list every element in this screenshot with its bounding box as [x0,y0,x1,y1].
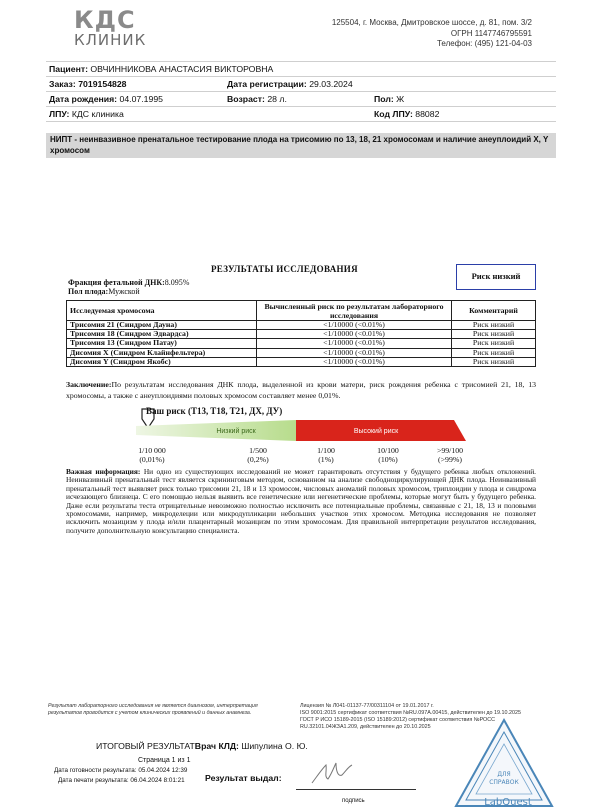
clinic-logo [74,6,147,49]
high-risk-label: Высокий риск [353,428,399,435]
print-date-value: 06.04.2024 8:01:21 [130,777,185,784]
fetus-sex-label: Пол плода: [68,287,109,296]
clinic-address: 125504, г. Москва, Дмитровское шоссе, д. 81, пом. 3/2 [331,18,532,27]
row-risk: <1/10000 (<0.01%) [257,330,452,339]
important-text: Ни одно из существующих исследований не может гарантировать отсутствия у будущего ребенка любых отклонений. Неинвазивный пренатальный тест является скрининговым методом, основанном на анализе свободноциркулирующей ДНК плода. Неинвазивный пренатальный тест выявляет риск только трисомии 21, 18 и 13 хромосом, числовых аномалий половых хромосом, триплоидии у плода и синдрома исчезающего близнеца. С его помощью нельзя выявить все генетические или негенетические проблемы, которые могут быть у будущего ребенка. Даже если результаты теста отрицательные невозможно полностью исключить все потенциальные проблемы, связанные с 21, 18, 13 и половыми хромосомами, например, микроделеции или микродупликации небольших участков этих хромосом. Методика исследования не позволяет исключить мозаицизм у плода и/или плацентарный мозаицизм по этим хромосомам. Для правильной интерпретации результатов исследования, получите дополнительную консультацию специалиста. [66,467,536,535]
birth-row [46,92,556,107]
order-cell [46,77,224,92]
age-label: Возраст: [227,94,265,104]
chromosome-results-table [66,300,536,367]
fetus-sex-value: Мужской [108,287,140,296]
signature-line [296,789,416,790]
signature-caption: подпись [342,798,365,804]
lpu-code-label: Код ЛПУ: [374,109,413,119]
stamp-text-1: ДЛЯ [497,771,511,778]
important-info-paragraph [66,468,536,535]
tick-ratio: >99/100 [436,446,464,455]
ready-date-label: Дата готовности результата: [54,767,137,774]
results-title: РЕЗУЛЬТАТЫ ИССЛЕДОВАНИЯ [211,264,358,274]
low-risk-label: Низкий риск [216,428,256,435]
tick-percent: (1%) [318,455,334,464]
tick-percent: (0,2%) [247,455,269,464]
row-name: Дисомия X (Синдром Клайнфельтера) [67,348,257,357]
row-comment: Риск низкий [452,357,536,366]
important-label: Важная информация: [66,467,141,476]
license-line: Лицензия № Л041-01137-77/00311104 от 19.01.2017 г. [300,703,434,709]
order-row [46,77,556,92]
clinic-address-block [332,18,532,50]
row-name: Трисомия 21 (Синдром Дауна) [67,321,257,330]
footer-disclaimer: Результат лабораторного исследования не является диагнозом, интерпретация результатов проводится с учетом клинических проявлений и данных анамнеза. [48,703,258,716]
row-risk: <1/10000 (<0.01%) [257,339,452,348]
row-name: Дисомия Y (Синдром Якобс) [67,357,257,366]
doctor-name: Шипулина О. Ю. [241,741,308,751]
doctor-label: Врач КЛД: [194,741,239,751]
lpu-code-cell [371,107,556,122]
row-risk: <1/10000 (<0.01%) [257,348,452,357]
fetal-fraction [68,278,189,287]
table-row [67,339,536,348]
row-name: Трисомия 13 (Синдром Патау) [67,339,257,348]
lpu-code-value: 88082 [415,109,440,119]
conclusion-label: Заключение: [66,380,112,389]
tick-ratio: 1/10 000 [138,446,166,455]
age-value: 28 л. [267,94,287,104]
table-row [67,357,536,366]
license-line: RU.32101.04ЖЗА1.209, действителен до 20.10.2025 [300,724,431,730]
tick-ratio: 10/100 [377,446,399,455]
patient-cell [46,62,556,77]
tick-percent: (0,01%) [139,455,165,464]
lab-stamp-icon [452,716,556,811]
license-line: ГОСТ Р ИСО 15189-2015 (ISO 15189:2012) сертификат соответствия №РОСС [300,717,496,723]
risk-scale-label: Ваш риск (T13, T18, T21, ДХ, ДУ) [146,406,283,416]
final-result-line [96,741,308,751]
fetal-fraction-value: 8.095% [164,278,190,287]
registration-cell [224,77,556,92]
table-header-row [67,301,536,321]
birth-date: 04.07.1995 [119,94,163,104]
logo-top-text: КДС [74,6,136,34]
registration-label: Дата регистрации: [227,79,307,89]
lpu-value: КДС клиника [71,109,124,119]
tick-percent: (10%) [378,455,398,464]
scale-tick [247,446,268,464]
stamp-brand: LabQuest [484,797,532,808]
patient-label: Пациент: [49,64,88,74]
patient-row [46,62,556,77]
row-comment: Риск низкий [452,330,536,339]
lpu-row [46,107,556,122]
clinic-phone: Телефон: (495) 121-04-03 [436,39,532,48]
final-result-label: ИТОГОВЫЙ РЕЗУЛЬТАТ [96,741,195,751]
row-risk: <1/10000 (<0.01%) [257,321,452,330]
registration-date: 29.03.2024 [309,79,353,89]
birth-cell [46,92,224,107]
license-line: ISO 9001:2015 сертификат соответствия №RU.097А.00415, действителен до 19.10.2025 [300,710,521,716]
sex-cell [371,92,556,107]
scale-tick [437,446,463,464]
scale-tick [317,446,335,464]
tick-ratio: 1/500 [249,446,267,455]
clinic-ogrn: ОГРН 1147746795591 [450,28,532,38]
row-name: Трисомия 18 (Синдром Эдвардса) [67,330,257,339]
sex-label: Пол: [374,94,394,104]
sex-value: Ж [396,94,405,104]
tick-percent: (>99%) [438,455,462,464]
risk-scale-bar [136,420,466,441]
fetus-sex [68,287,140,296]
page-number: Страница 1 из 1 [138,757,191,764]
row-comment: Риск низкий [452,339,536,348]
birth-label: Дата рождения: [49,94,118,104]
test-title-banner: НИПТ - неинвазивное пренатальное тестирование плода на трисомию по 13, 18, 21 хромосомам и наличие анеуплоидий X, Y хромосом [46,133,556,158]
patient-name: ОВЧИННИКОВА АНАСТАСИЯ ВИКТОРОВНА [90,64,274,74]
scale-tick [377,446,399,464]
ready-date-value: 05.04.2024 12:39 [138,767,188,774]
lpu-cell [46,107,371,122]
overall-risk-box: Риск низкий [456,264,536,290]
col-chromosome: Исследуемая хромосома [67,301,257,321]
conclusion-text: По результатам исследования ДНК плода, выделенной из крови матери, риск рождения ребенка с трисомией 21, 18, 13 хромосомы, а также с анеуплоидиями половых хромосом составляет менее 0,01%. [66,380,536,400]
ready-date [54,767,187,774]
logo-bottom-text: КЛИНИК [74,31,147,49]
lpu-label: ЛПУ: [49,109,70,119]
col-comment: Комментарий [452,301,536,321]
age-cell [224,92,371,107]
stamp-text-2: СПРАВОК [489,779,519,786]
row-comment: Риск низкий [452,321,536,330]
scale-tick [138,446,166,464]
table-row [67,348,536,357]
tick-ratio: 1/100 [317,446,335,455]
print-date-label: Дата печати результата: [58,777,129,784]
row-comment: Риск низкий [452,348,536,357]
signature-icon [308,755,358,787]
patient-info-table [46,61,556,122]
issued-by-label: Результат выдал: [205,773,282,783]
order-number: 7019154828 [78,79,127,89]
conclusion-paragraph [66,380,536,401]
row-risk: <1/10000 (<0.01%) [257,357,452,366]
print-date [58,777,185,784]
fetal-fraction-label: Фракция фетальной ДНК: [68,278,165,287]
order-label: Заказ: [49,79,76,89]
col-risk: Вычисленный риск по результатам лабораторного исследования [257,301,452,321]
